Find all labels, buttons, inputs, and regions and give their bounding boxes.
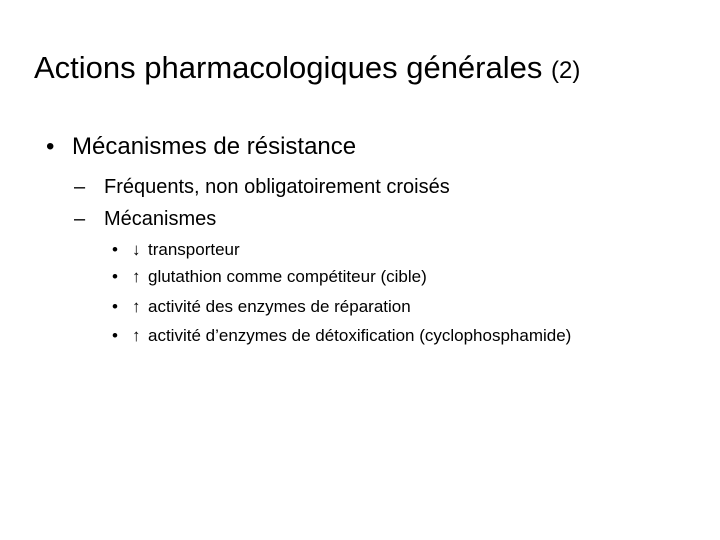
bullet-icon: • — [46, 133, 55, 160]
arrow-up-icon: ↑ — [132, 267, 141, 286]
arrow-up-icon: ↑ — [132, 326, 141, 345]
list-item-text: activité des enzymes de réparation — [148, 297, 411, 316]
list-item-text: glutathion comme compétiteur (cible) — [148, 267, 427, 286]
bullet-level1 — [46, 132, 356, 162]
list-item-transporteur — [112, 239, 240, 261]
sub-bullet-text: Mécanismes — [104, 208, 217, 230]
slide-title — [34, 48, 580, 91]
bullet-icon: • — [112, 297, 118, 316]
arrow-up-icon: ↑ — [132, 297, 141, 316]
bullet-icon: • — [112, 240, 118, 259]
bullet-icon: • — [112, 267, 118, 286]
slide-title-text: Actions pharmacologiques générales — [34, 50, 543, 85]
arrow-down-icon: ↓ — [132, 240, 141, 259]
sub-bullet-mecanismes — [74, 206, 216, 232]
bullet-level1-text: Mécanismes de résistance — [72, 133, 357, 160]
list-item-glutathion — [112, 266, 427, 288]
sub-bullet-frequents — [74, 174, 450, 200]
sub-bullet-text: Fréquents, non obligatoirement croisés — [104, 176, 450, 198]
list-item-detoxification — [112, 325, 571, 347]
bullet-icon: • — [112, 326, 118, 345]
slide-title-suffix: (2) — [551, 57, 581, 84]
dash-icon: – — [74, 208, 86, 230]
list-item-reparation — [112, 296, 411, 318]
dash-icon: – — [74, 176, 86, 198]
list-item-text: transporteur — [148, 240, 240, 259]
list-item-text: activité d’enzymes de détoxification (cyclophosphamide) — [148, 326, 572, 345]
